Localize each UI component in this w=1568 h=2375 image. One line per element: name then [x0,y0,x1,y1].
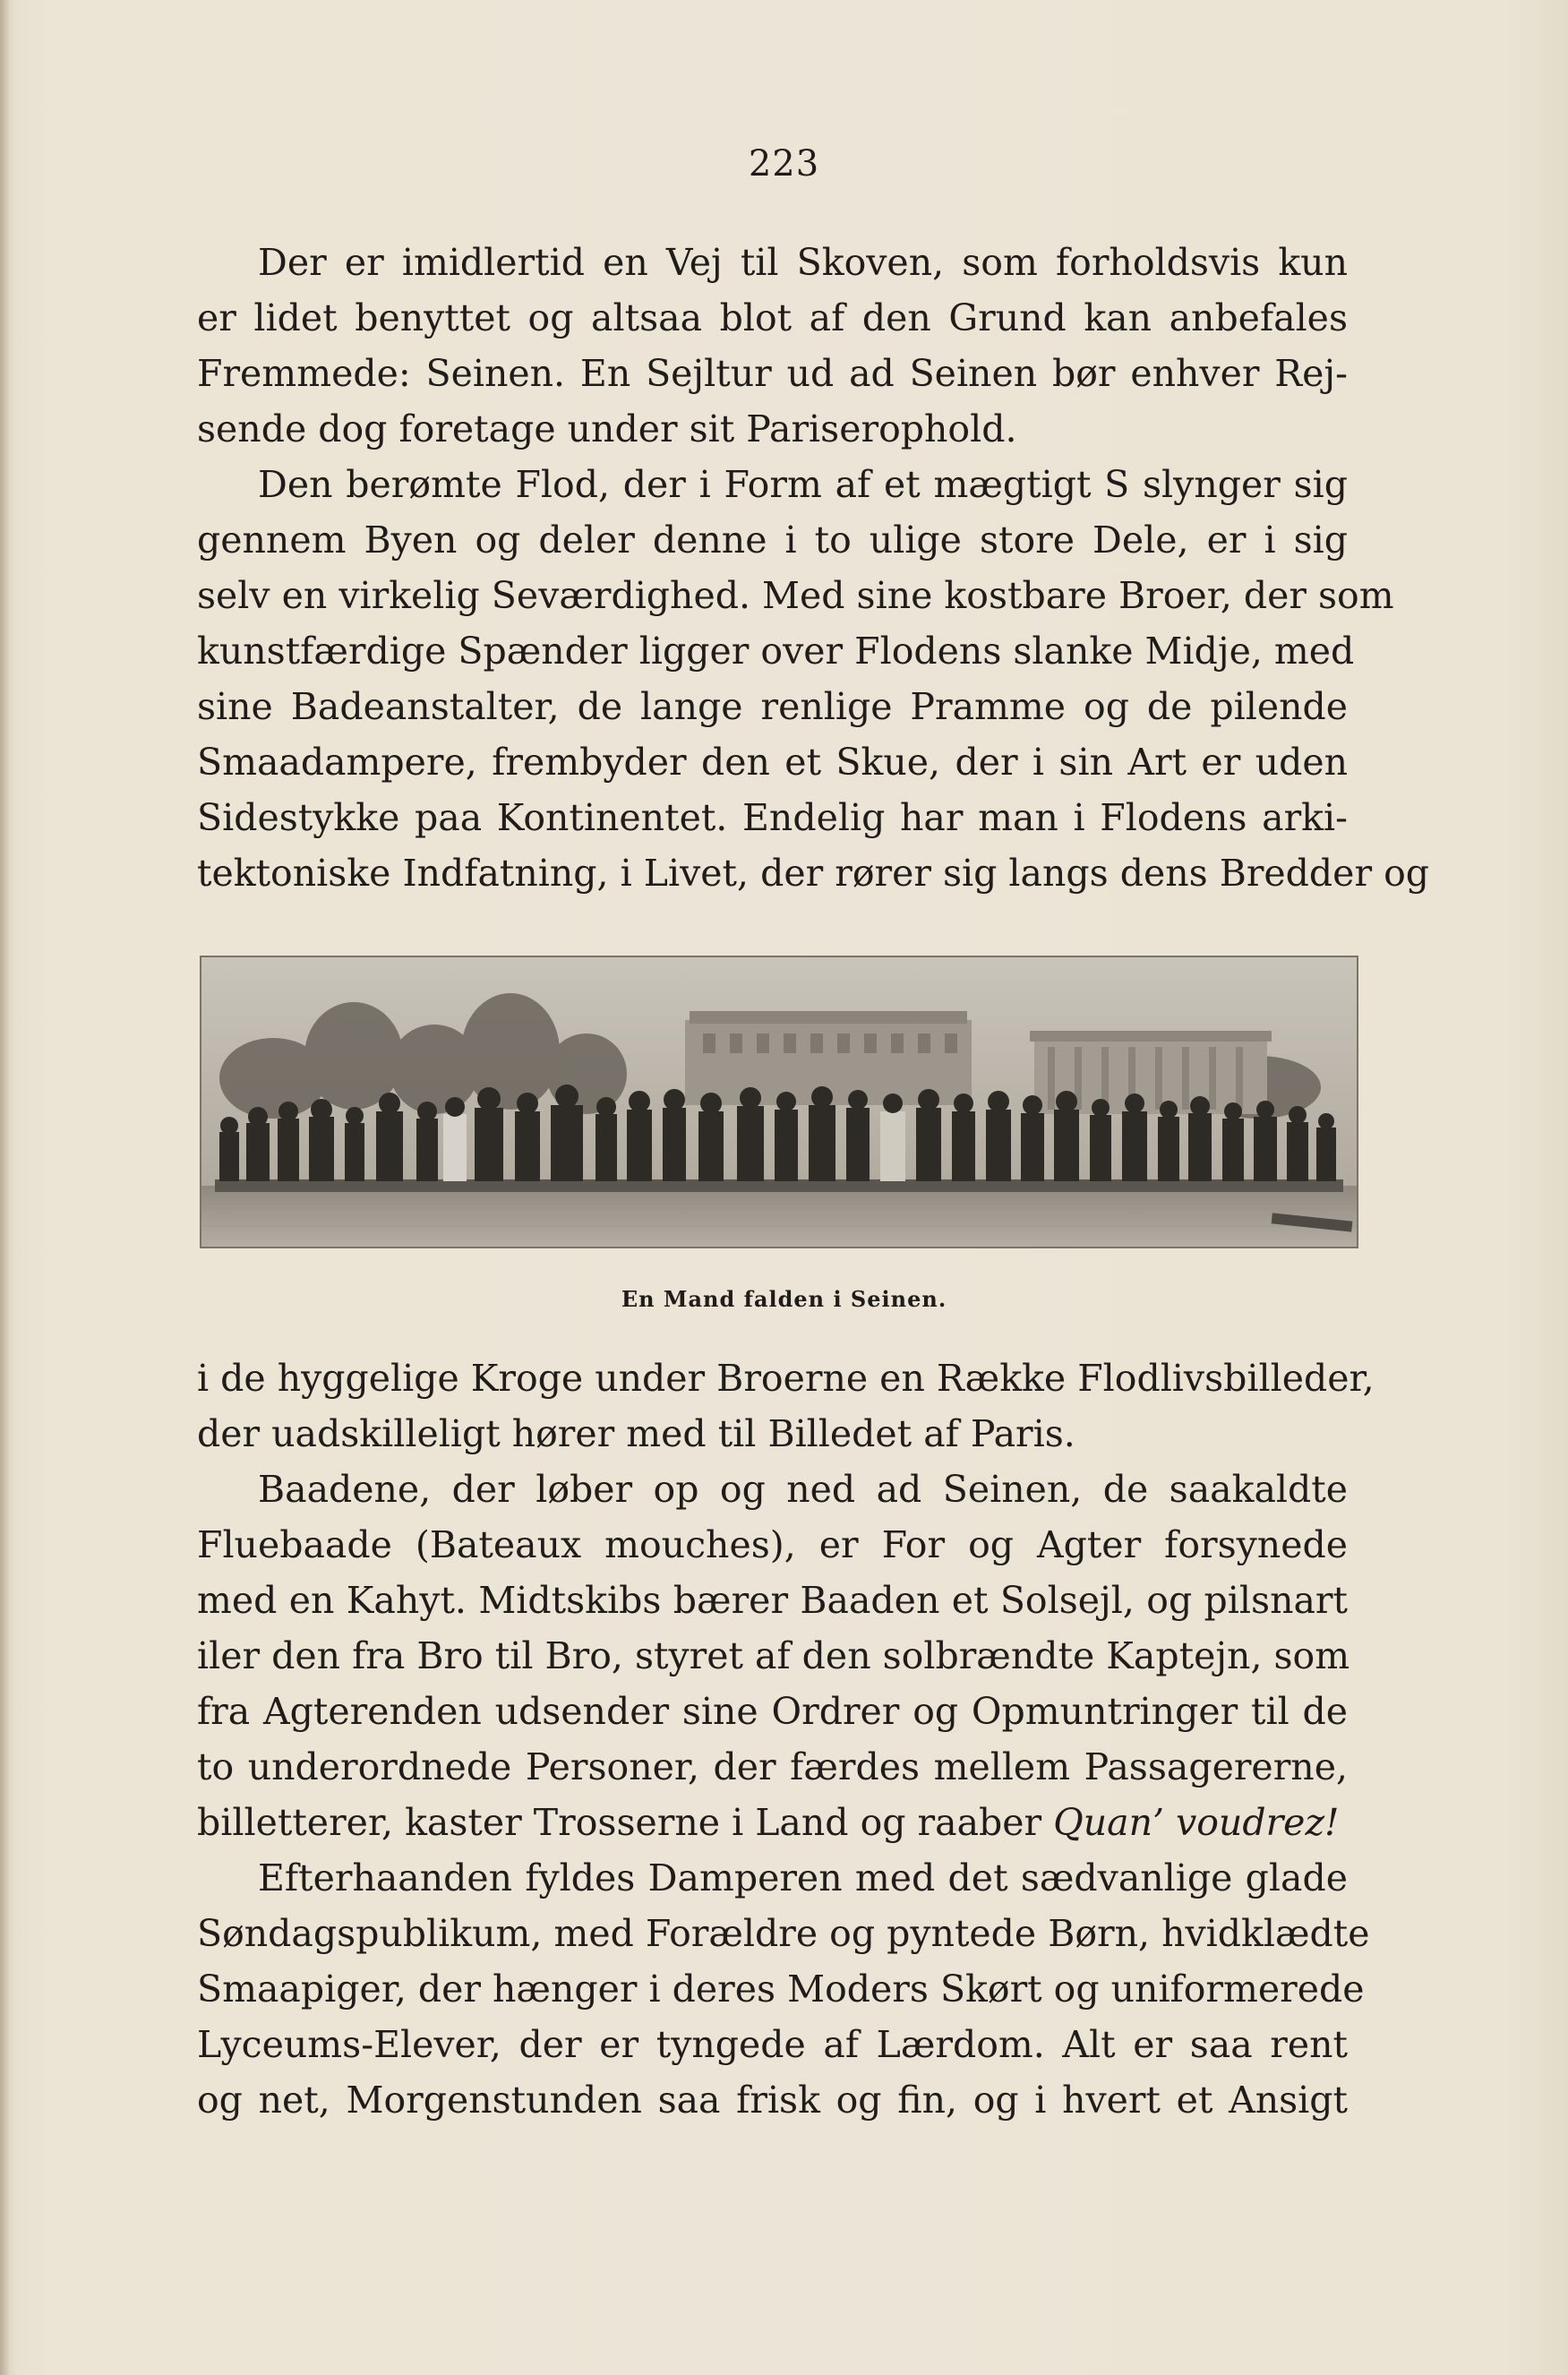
text-line: og net, Morgenstunden saa frisk og fin, og i hvert et Ansigt [197,2079,1348,2122]
halftone-photo-crowd-at-seine-railing [200,956,1358,1248]
text-line: sine Badeanstalter, de lange renlige Pramme og de pilende [197,685,1348,728]
text-line-prefix: billetterer, kaster Trosserne i Land og raaber [197,1801,1054,1844]
text-line: Den berømte Flod, der i Form af et mægtigt S slynger sig [258,463,1348,506]
text-line: i de hyggelige Kroge under Broerne en Række Flodlivsbilleder, [197,1357,1375,1400]
text-line: Fremmede: Seinen. En Sejltur ud ad Seinen bør enhver Rej- [197,352,1348,395]
page-number: 223 [748,143,820,184]
figure-caption: En Mand falden i Seinen. [621,1286,947,1312]
page-binding-edge [0,0,9,2375]
text-line: Efterhaanden fyldes Damperen med det sædvanlige glade [258,1856,1348,1899]
text-line: kunstfærdige Spænder ligger over Flodens slanke Midje, med [197,630,1355,673]
text-line: der uadskilleligt hører med til Billedet af Paris. [197,1412,1075,1455]
text-line: Søndagspublikum, med Forældre og pyntede Børn, hvidklædte [197,1912,1370,1955]
text-line: Lyceums-Elever, der er tyngede af Lærdom. Alt er saa rent [197,2023,1348,2066]
photo-illustration [201,957,1357,1247]
text-line: Smaapiger, der hænger i deres Moders Skørt og uniformerede [197,1968,1365,2011]
text-line: Fluebaade (Bateaux mouches), er For og Agter forsynede [197,1523,1348,1566]
text-line: sende dog foretage under sit Pariserophold. [197,407,1017,450]
text-line: Smaadampere, frembyder den et Skue, der i sin Art er uden [197,741,1348,784]
text-block-lower [197,1350,1375,2128]
text-line: selv en virkelig Seværdighed. Med sine kostbare Broer, der som [197,574,1394,617]
text-line: Der er imidlertid en Vej til Skoven, som forholdsvis kun [258,241,1348,284]
text-line: to underordnede Personer, der færdes mellem Passagererne, [197,1745,1348,1788]
text-block-upper [197,235,1430,901]
text-line: iler den fra Bro til Bro, styret af den solbrændte Kaptejn, som [197,1634,1350,1677]
text-line: tektoniske Indfatning, i Livet, der rører sig langs dens Bredder og [197,852,1430,895]
text-line: med en Kahyt. Midtskibs bærer Baaden et Solsejl, og pilsnart [197,1579,1348,1622]
italic-exclamation: Quan’ voudrez! [1053,1801,1340,1844]
text-line: gennem Byen og deler denne i to ulige store Dele, er i sig [197,519,1348,562]
text-line [197,1795,1348,1850]
text-line: fra Agterenden udsender sine Ordrer og Opmuntringer til de [197,1690,1348,1733]
text-line: er lidet benyttet og altsaa blot af den Grund kan anbefales [197,296,1348,339]
text-line: Sidestykke paa Kontinentet. Endelig har man i Flodens arki- [197,796,1348,839]
text-line: Baadene, der løber op og ned ad Seinen, de saakaldte [258,1468,1348,1511]
